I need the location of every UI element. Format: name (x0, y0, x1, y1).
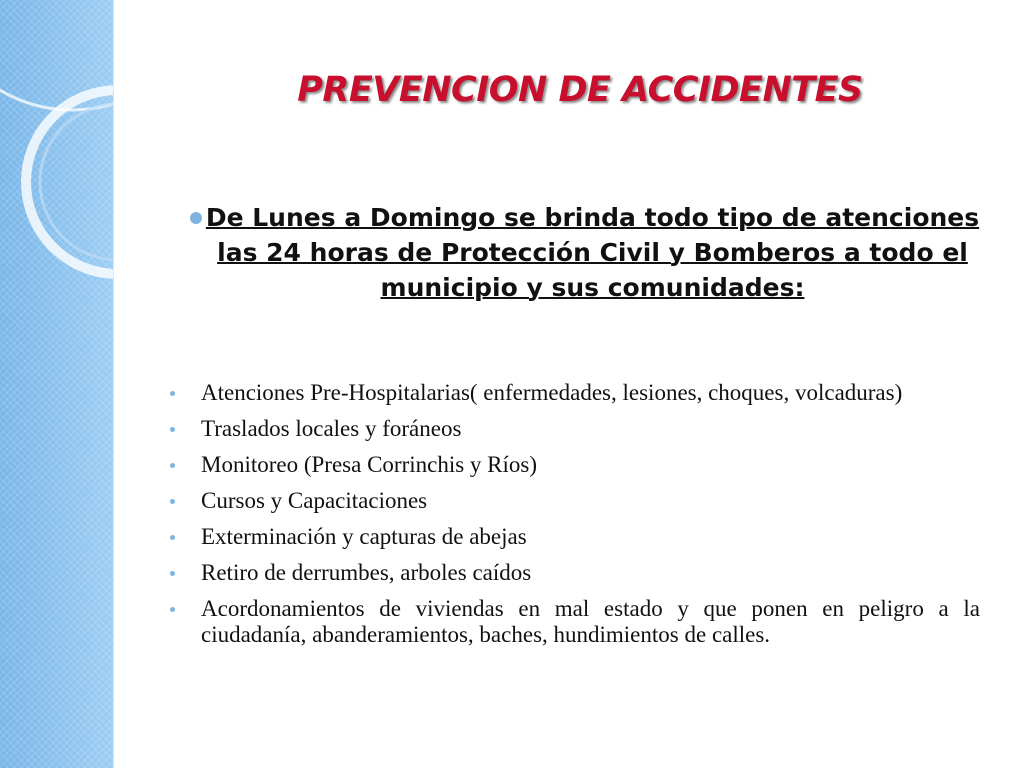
slide-title: PREVENCION DE ACCIDENTES (297, 70, 863, 110)
list-item-text: Exterminación y capturas de abejas (201, 524, 527, 549)
list-item-text: Cursos y Capacitaciones (201, 488, 428, 513)
bullet-icon (170, 391, 175, 396)
list-item (168, 488, 980, 514)
list-item-text: Acordonamientos de viviendas en mal estado y que ponen en peligro a la ciudadanía, abanderamientos, baches, hundimientos de calles. (201, 596, 980, 647)
bullet-icon (170, 463, 175, 468)
bullet-icon (170, 607, 175, 612)
decorative-side-band (0, 0, 114, 768)
bullet-icon (190, 212, 202, 224)
decorative-arcs (0, 0, 113, 768)
list-item-text: Retiro de derrumbes, arboles caídos (201, 560, 532, 585)
list-item (168, 596, 980, 648)
list-item (168, 416, 980, 442)
services-list (168, 380, 980, 658)
intro-paragraph (190, 200, 980, 305)
list-item (168, 452, 980, 478)
bullet-icon (170, 427, 175, 432)
list-item (168, 524, 980, 550)
list-item (168, 560, 980, 586)
intro-text: De Lunes a Domingo se brinda todo tipo de atenciones las 24 horas de Protección Civil y Bomberos a todo el municipio y sus comunidades: (205, 203, 980, 302)
list-item-text: Monitoreo (Presa Corrinchis y Ríos) (201, 452, 538, 477)
bullet-icon (170, 499, 175, 504)
list-item-text: Atenciones Pre-Hospitalarias( enfermedades, lesiones, choques, volcaduras) (201, 380, 903, 405)
bullet-icon (170, 571, 175, 576)
list-item-text: Traslados locales y foráneos (201, 416, 462, 441)
bullet-icon (170, 535, 175, 540)
list-item (168, 380, 980, 406)
